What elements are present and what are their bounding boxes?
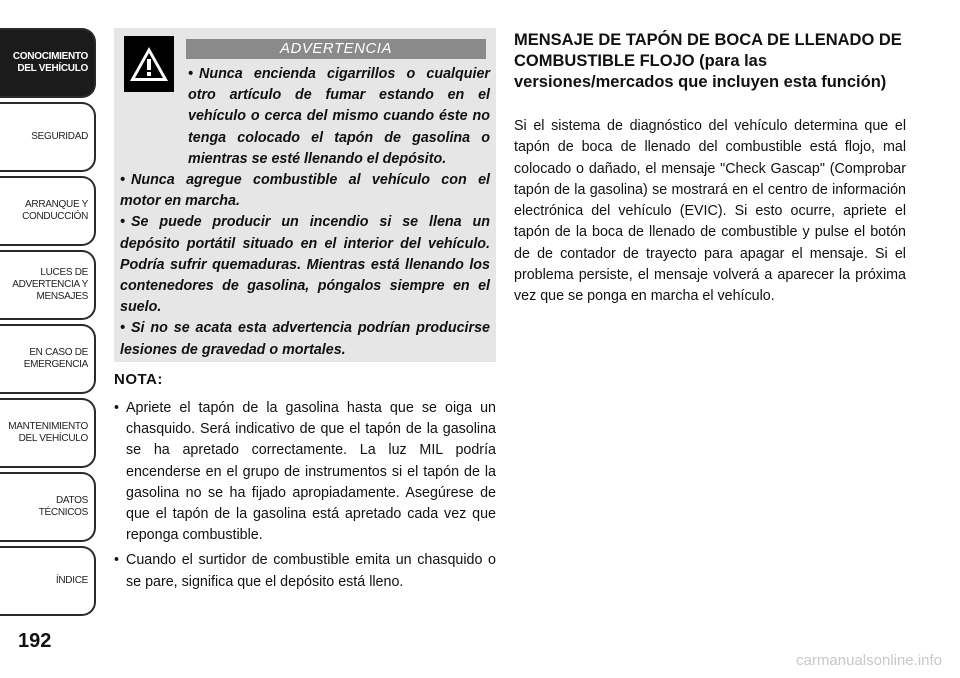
bullet: • — [188, 66, 194, 82]
warning-item: • Nunca encienda cigarrillos o cualquier otro artículo de fumar estando en el vehículo o cerca del mismo cuando éste no tenga colocado el tapón de gasolina o mientras se esté llenando el depósito. — [188, 66, 490, 167]
tab-indice[interactable] — [0, 546, 96, 616]
page-number: 192 — [18, 630, 52, 652]
warning-box — [114, 28, 496, 362]
nota-list — [114, 398, 496, 597]
section-title: MENSAJE DE TAPÓN DE BOCA DE LLENADO DE COMBUSTIBLE FLOJO (para las versiones/mercados que incluyen esta función) — [514, 31, 902, 91]
tab-mantenimiento[interactable] — [0, 398, 96, 468]
tab-label: SEGURIDAD — [31, 131, 88, 142]
tab-label: ÍNDICE — [55, 575, 88, 586]
list-item: • Cuando el surtidor de combustible emita un chasquido o se pare, significa que el depósito está lleno. — [114, 552, 496, 590]
tab-conocimiento-del-vehiculo[interactable] — [0, 28, 96, 98]
bullet: • — [120, 320, 126, 337]
tab-label: DATOS TÉCNICOS — [38, 495, 88, 518]
watermark: carmanualsonline.info — [796, 652, 942, 669]
tab-datos-tecnicos[interactable] — [0, 472, 96, 542]
warning-item: • Se puede producir un incendio si se llena un depósito portátil situado en el interior del vehículo. Podría sufrir quemaduras. Mientras está llenando los contenedores de gasolina, póngalos siempre en el suelo. — [120, 214, 490, 316]
tab-label: ARRANQUE Y CONDUCCIÓN — [22, 199, 88, 222]
tab-luces-de-advertencia[interactable] — [0, 250, 96, 320]
tab-label: EN CASO DE EMERGENCIA — [23, 347, 88, 370]
section-body: Si el sistema de diagnóstico del vehículo determina que el tapón de boca de llenado del combustible está flojo, mal colocado o dañado, el mensaje "Check Gascap" (Comprobar tapón de la gasolina) se mostrará en el centro de información electrónica del vehículo (EVIC). Si esto ocurre, apriete el tapón de la boca de llenado de combustible y pulse el botón de de contador de trayecto para apagar el mensaje. Si el problema persiste, el mensaje volverá a aparecer la próxima vez que se ponga en marcha el vehículo. — [514, 118, 906, 305]
warning-heading: ADVERTENCIA — [186, 39, 486, 59]
warning-item: • Nunca agregue combustible al vehículo con el motor en marcha. — [120, 172, 490, 210]
list-item: • Apriete el tapón de la gasolina hasta que se oiga un chasquido. Será indicativo de que el tapón de la gasolina se ha apretado correctamente. La luz MIL podría encenderse en el grupo de instrumentos si el tapón de la gasolina no se ha fijado apropiadamente. Asegúrese de que el tapón de la gasolina está apretado cada vez que reponga combustible. — [114, 400, 496, 544]
warning-text — [120, 64, 490, 361]
warning-item: • Si no se acata esta advertencia podrían producirse lesiones de gravedad o mortales. — [120, 320, 490, 358]
tab-en-caso-de-emergencia[interactable] — [0, 324, 96, 394]
tab-label: LUCES DE ADVERTENCIA Y MENSAJES — [12, 267, 88, 302]
tab-label: CONOCIMIENTO DEL VEHÍCULO — [12, 51, 88, 74]
tab-seguridad[interactable] — [0, 102, 96, 172]
nota-title: NOTA: — [114, 371, 163, 388]
tab-label: MANTENIMIENTO DEL VEHÍCULO — [8, 421, 88, 444]
tab-arranque-y-conduccion[interactable] — [0, 176, 96, 246]
bullet: • — [120, 172, 126, 189]
bullet: • — [120, 214, 126, 231]
